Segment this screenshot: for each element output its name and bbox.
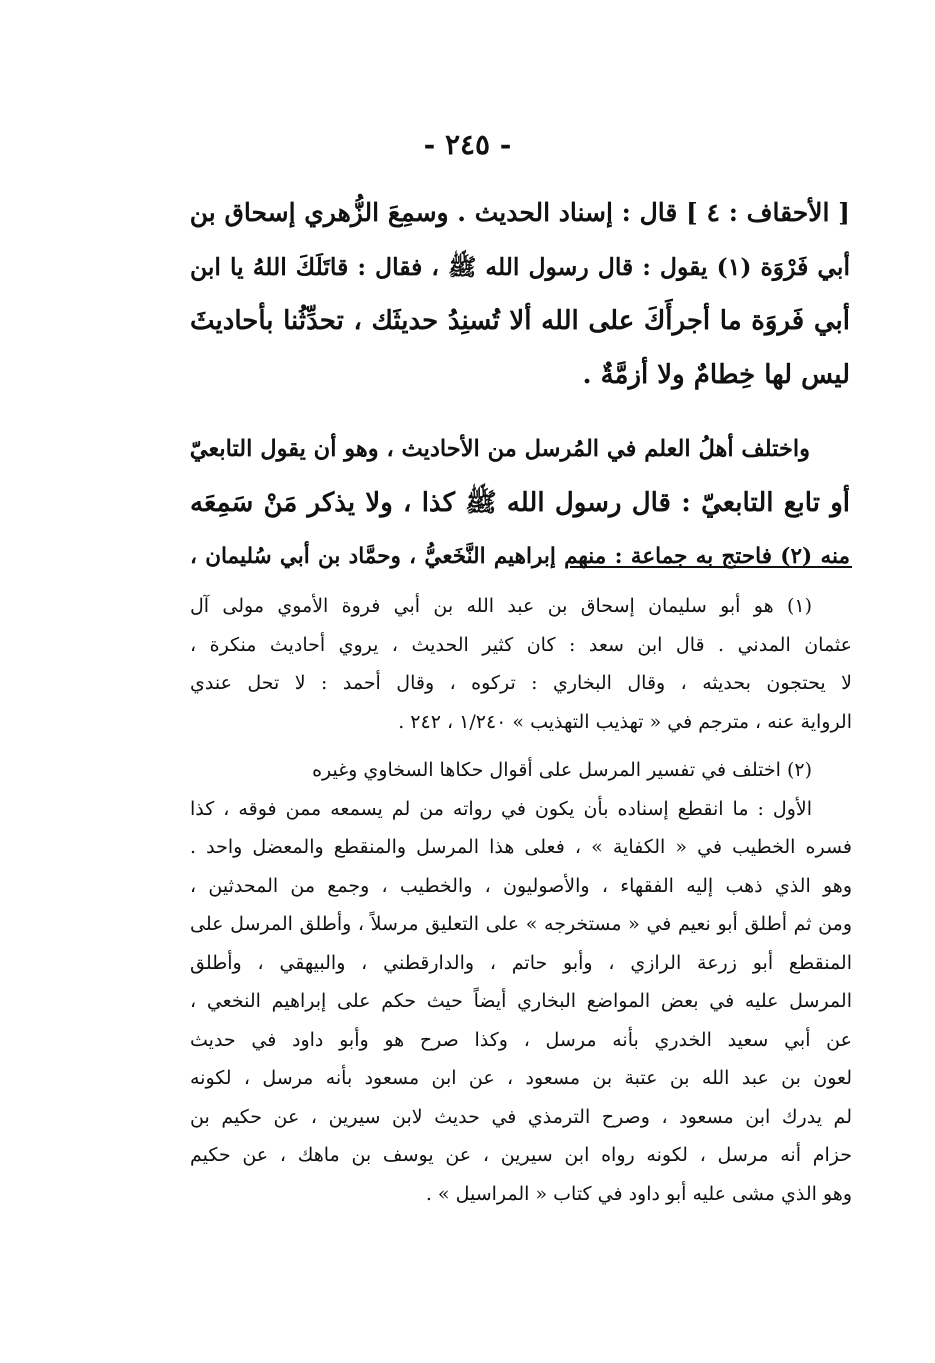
main-line: أو تابع التابعيّ : قال رسول الله ﷺ كذا ، ولا يذكر مَنْ سَمِعَه [190, 488, 850, 518]
footnote-divider [570, 566, 852, 568]
main-line: واختلف أهلُ العلم في المُرسل من الأحاديث ، وهو أن يقول التابعيّ [189, 436, 810, 462]
footnote-line: فسره الخطيب في « الكفاية » ، فعلى هذا المرسل والمنقطع والمعضل واحد . [190, 836, 852, 858]
footnote-line: عن أبي سعيد الخدري بأنه مرسل ، وكذا صرح هو وأبو داود في حديث [190, 1028, 852, 1051]
footnotes [190, 587, 852, 1213]
footnote-line: وهو الذي ذهب إليه الفقهاء ، والأصوليون ، والخطيب ، وجمع من المحدثين ، [190, 874, 852, 897]
footnote-line: لعون بن عبد الله بن عتبة بن مسعود ، عن ابن مسعود بأنه مرسل ، لكونه [190, 1067, 852, 1089]
footnote-line: وهو الذي مشى عليه أبو داود في كتاب « المراسيل » . [425, 1182, 852, 1205]
footnote-line: ومن ثم أطلق أبو نعيم في « مستخرجه » على التعليق مرسلاً ، وأطلق المرسل على [190, 913, 852, 935]
footnote-line: حزام أنه مرسل ، لكونه رواه ابن سيرين ، عن يوسف بن ماهك ، عن حكيم [190, 1144, 852, 1166]
footnote-line: لم يدرك ابن مسعود ، وصرح الترمذي في حديث لابن سيرين ، عن حكيم بن [190, 1105, 852, 1128]
footnote-line: الرواية عنه ، مترجم في « تهذيب التهذيب » ١/٢٤٠ ، ٢٤٢ . [398, 710, 852, 733]
page-number: - ٢٤٥ - [423, 128, 512, 161]
footnote-line: لا يحتجون بحديثه ، وقال البخاري : تركوه ، وقال أحمد : لا تحل عندي [190, 672, 852, 694]
main-line: أبي فَروَة ما أجرأَكَ على الله ألا تُسنِدُ حديثَك ، تحدِّثُنا بأحاديثَ [190, 306, 850, 336]
footnote-line: (٢) اختلف في تفسير المرسل على أقوال حكاها السخاوي وغيره [312, 759, 812, 781]
footnote-line: المرسل عليه في بعض المواضع البخاري أيضاً حيث حكم على إبراهيم النخعي ، [190, 990, 852, 1012]
main-text [190, 186, 850, 584]
footnote-line: الأول : ما انقطع إسناده بأن يكون في رواته من لم يسمعه ممن فوقه ، كذا [190, 797, 812, 820]
main-line: أبي فَرْوَة (١) يقول : قال رسول الله ﷺ ، فقال : قاتَلَكَ اللهُ يا ابن [190, 253, 850, 281]
main-line: ليس لها خِطامٌ ولا أزمَّةٌ . [582, 360, 850, 390]
main-line: منه (٢) فاحتج به جماعة : منهم إبراهيم النَّخَعيُّ ، وحمَّاد بن أبي سُليمان ، [190, 544, 850, 569]
footnote-line: المنقطع أبو زرعة الرازي ، وأبو حاتم ، والدارقطني ، والبيهقي ، وأطلق [190, 951, 852, 974]
footnote-gap [190, 741, 852, 751]
paragraph-gap [190, 402, 850, 422]
footnote-line: عثمان المدني . قال ابن سعد : كان كثير الحديث ، يروي أحاديث منكرة ، [190, 633, 852, 656]
main-line: [ الأحقاف : ٤ ] قال : إسناد الحديث . وسمِعَ الزُّهري إسحاق بن [189, 198, 850, 227]
footnote-line: (١) هو أبو سليمان إسحاق بن عبد الله بن أبي فروة الأموي مولى آل [190, 595, 812, 617]
